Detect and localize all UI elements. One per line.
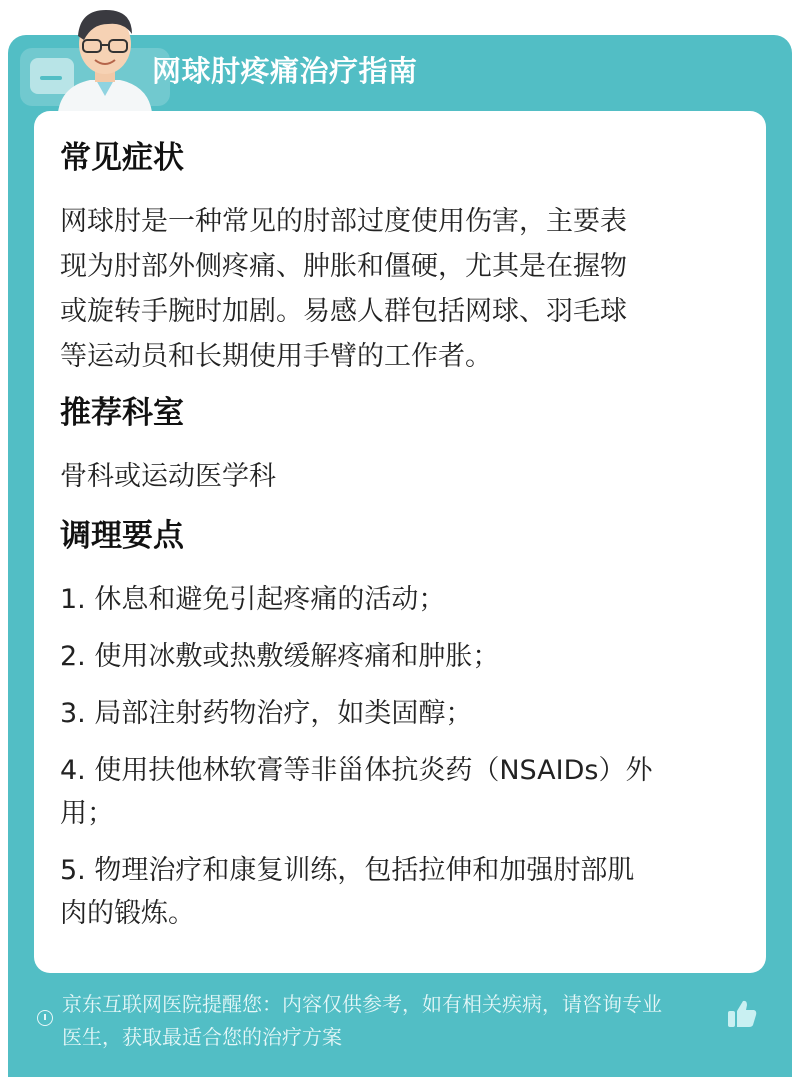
symptoms-line: 或旋转手腕时加剧。易感人群包括网球、羽毛球 (60, 296, 627, 327)
care-item-continued: 用； (60, 798, 114, 829)
care-item: 2. 使用冰敷或热敷缓解疼痛和肿胀； (60, 641, 500, 672)
care-item: 5. 物理治疗和康复训练，包括拉伸和加强肘部肌 (60, 855, 635, 886)
care-item-continued: 肉的锻炼。 (60, 898, 195, 929)
info-icon (37, 1010, 53, 1026)
department-text: 骨科或运动医学科 (60, 461, 276, 492)
disclaimer-line: 医生，获取最适合您的治疗方案 (62, 1025, 342, 1049)
section-heading-department: 推荐科室 (60, 395, 184, 431)
care-item: 4. 使用扶他林软膏等非甾体抗炎药（NSAIDs）外 (60, 755, 653, 786)
section-heading-care: 调理要点 (60, 518, 184, 554)
thumbs-up-icon[interactable] (724, 996, 760, 1032)
doctor-avatar (50, 0, 160, 112)
page-title: 网球肘疼痛治疗指南 (152, 54, 418, 88)
symptoms-line: 等运动员和长期使用手臂的工作者。 (60, 341, 492, 372)
section-heading-symptoms: 常见症状 (60, 140, 184, 176)
care-item: 3. 局部注射药物治疗，如类固醇； (60, 698, 473, 729)
symptoms-line: 网球肘是一种常见的肘部过度使用伤害，主要表 (60, 206, 627, 237)
symptoms-line: 现为肘部外侧疼痛、肿胀和僵硬，尤其是在握物 (60, 251, 627, 282)
disclaimer (62, 988, 732, 1054)
care-item: 1. 休息和避免引起疼痛的活动； (60, 584, 446, 615)
disclaimer-line: 京东互联网医院提醒您：内容仅供参考，如有相关疾病，请咨询专业 (62, 992, 662, 1016)
